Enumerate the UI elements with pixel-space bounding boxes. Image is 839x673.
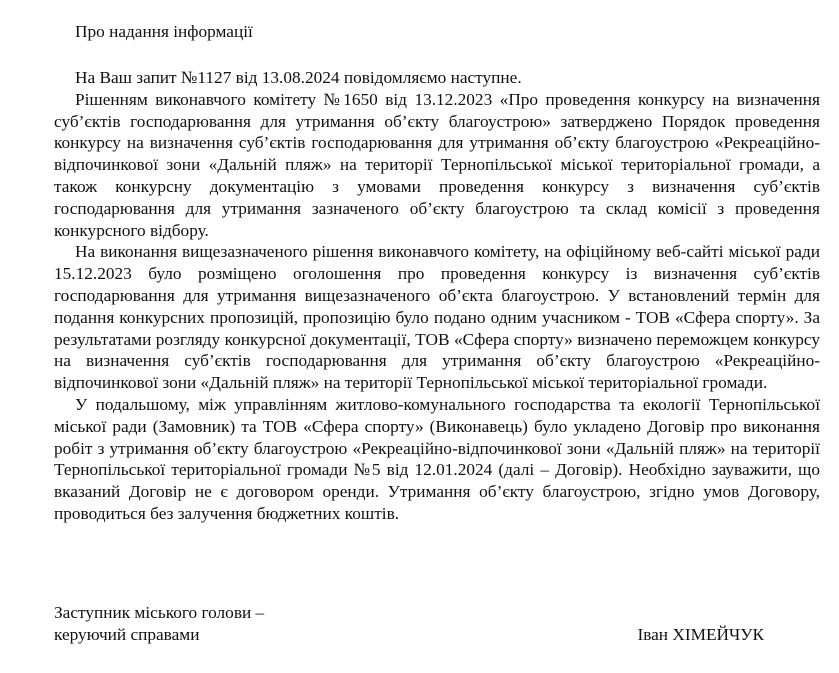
document-body xyxy=(54,67,820,525)
paragraph-contract-details: У подальшому, між управлінням житлово-комунального господарства та екології Тернопільської міської ради (Замовник) та ТОВ «Сфера спорту» (Виконавець) було укладено Договір про виконання робіт з утримання об’єкту благоустрою «Рекреаційно-відпочинкової зони «Дальній пляж» на території Тернопільської територіальної громади №5 від 12.01.2024 (далі – Договір). Необхідно зауважити, що вказаний Договір не є договором оренди. Утримання об’єкту благоустрою, згідно умов Договору, проводиться без залучення бюджетних коштів. xyxy=(54,394,820,523)
signatory-title-line2: керуючий справами xyxy=(54,625,200,644)
signatory-name: Іван ХІМЕЙЧУК xyxy=(637,625,764,644)
signatory-title-line1: Заступник міського голови – xyxy=(54,603,265,622)
document-subject: Про надання інформації xyxy=(75,22,253,41)
document-page xyxy=(54,0,820,673)
paragraph-request-reference: На Ваш запит №1127 від 13.08.2024 повідомляємо наступне. xyxy=(75,68,522,87)
paragraph-competition-results: На виконання вищезазначеного рішення виконавчого комітету, на офіційному веб-сайті міської ради 15.12.2023 було розміщено оголошення про проведення конкурсу із визначення суб’єктів господарювання для утримання вищезазначеного об’єкта благоустрою. У встановлений термін для подання конкурсних пропозицій, пропозицію було подано одним учасником - ТОВ «Сфера спорту». За результатами розгляду конкурсної документації, ТОВ «Сфера спорту» визначено переможцем конкурсу на визначення суб’єктів господарювання для утримання об’єкту благоустрою «Рекреаційно-відпочинкової зони «Дальній пляж» на території Тернопільської міської територіальної громади. xyxy=(54,242,820,393)
paragraph-committee-decision: Рішенням виконавчого комітету №1650 від 13.12.2023 «Про проведення конкурсу на визначення суб’єктів господарювання для утримання об’єкту благоустрою» затверджено Порядок проведення конкурсу на визначення суб’єктів господарювання для утримання об’єкту благоустрою «Рекреаційно-відпочинкової зони «Дальній пляж» на території Тернопільської міської територіальної громади, а також конкурсну документацію з умовами проведення конкурсу з визначення суб’єктів господарювання для утримання зазначеного об’єкту благоустрою та склад комісії з проведення конкурсного відбору. xyxy=(54,89,820,240)
signature-block xyxy=(54,602,820,646)
